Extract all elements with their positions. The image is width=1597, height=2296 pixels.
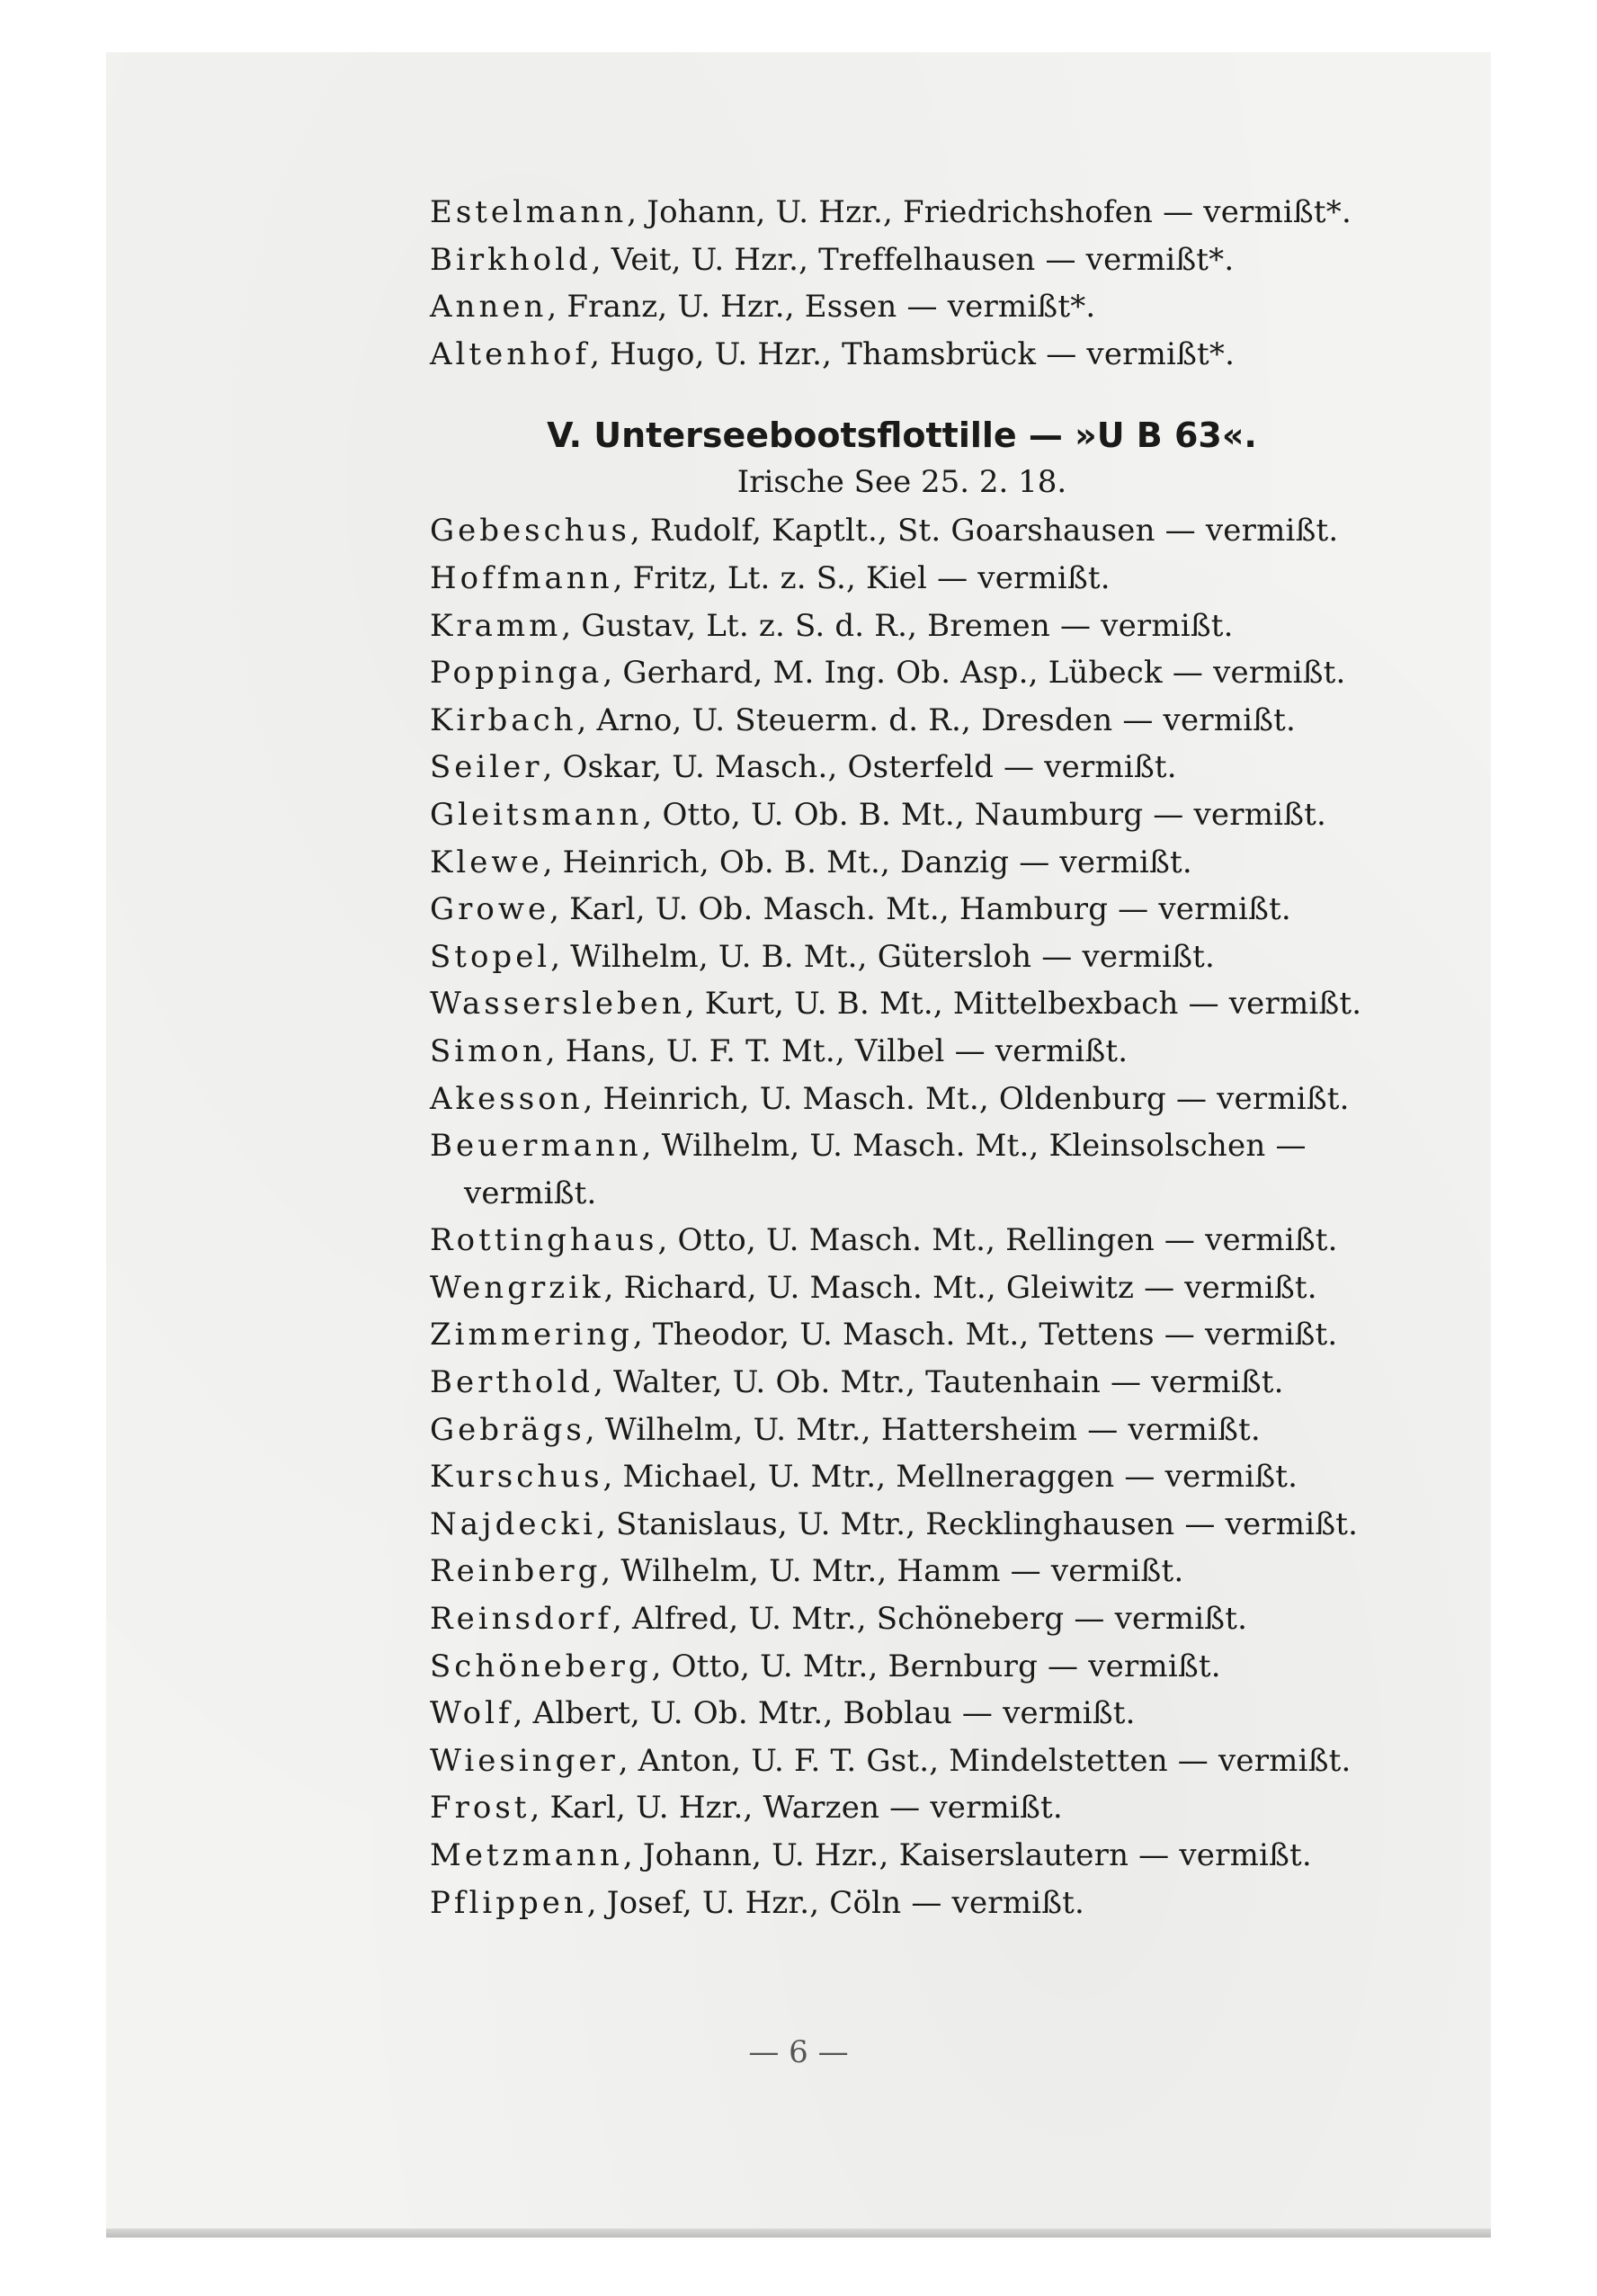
list-item: [430, 603, 1437, 650]
list-item: [430, 744, 1437, 791]
list-item: [430, 1028, 1437, 1076]
entry-details: , Karl, U. Hzr., Warzen — vermißt.: [530, 1790, 1063, 1827]
list-item: [430, 1548, 1437, 1595]
entry-details: , Veit, U. Hzr., Treffelhausen — vermißt*.: [591, 241, 1235, 278]
surname: Rottinghaus: [430, 1222, 658, 1259]
list-item: [430, 1643, 1437, 1691]
entry-details: , Karl, U. Ob. Masch. Mt., Hamburg — vermißt.: [549, 891, 1291, 928]
surname: Estelmann: [430, 194, 628, 230]
surname: Pflippen: [430, 1884, 587, 1921]
entry-details: , Anton, U. F. T. Gst., Mindelstetten — vermißt.: [618, 1742, 1352, 1779]
entry-details: , Gerhard, M. Ing. Ob. Asp., Lübeck — vermißt.: [602, 655, 1346, 692]
entry-details: , Oskar, U. Masch., Osterfeld — vermißt.: [542, 749, 1177, 786]
list-item: [430, 1690, 1437, 1738]
list-item: [430, 1076, 1437, 1123]
entry-details: , Theodor, U. Masch. Mt., Tettens — vermißt.: [632, 1317, 1338, 1353]
entry-details: , Kurt, U. B. Mt., Mittelbexbach — vermißt.: [684, 986, 1362, 1023]
surname: Stopel: [430, 938, 551, 975]
surname: Kirbach: [430, 701, 577, 738]
surname: Growe: [430, 891, 550, 928]
list-item: [430, 1784, 1437, 1832]
entry-details: , Otto, U. Masch. Mt., Rellingen — vermißt.: [657, 1222, 1338, 1259]
entry-details: , Josef, U. Hzr., Cöln — vermißt.: [586, 1884, 1085, 1921]
surname: Metzmann: [430, 1837, 623, 1873]
list-item: [430, 886, 1437, 934]
surname: Frost: [430, 1790, 531, 1827]
entry-details: , Michael, U. Mtr., Mellneraggen — vermißt.: [602, 1459, 1298, 1496]
entry-details: , Gustav, Lt. z. S. d. R., Bremen — vermißt.: [561, 607, 1234, 644]
entry-details: , Arno, U. Steuerm. d. R., Dresden — vermißt.: [576, 701, 1297, 738]
surname: Berthold: [430, 1364, 594, 1401]
list-item: [430, 1880, 1437, 1927]
top-entries: [430, 189, 1437, 378]
surname: Annen: [430, 289, 548, 326]
surname: Gebrägs: [430, 1411, 585, 1448]
surname: Wiesinger: [430, 1742, 619, 1779]
surname: Wassersleben: [430, 986, 685, 1023]
list-item: [430, 1501, 1437, 1549]
section-subheading: Irische See 25. 2. 18.: [736, 464, 1067, 501]
entry-details: , Rudolf, Kaptlt., St. Goarshausen — vermißt.: [629, 513, 1339, 549]
entry-details: , Johann, U. Hzr., Kaiserslautern — vermißt.: [622, 1837, 1312, 1873]
list-item: [430, 1264, 1437, 1312]
section-entries: [430, 507, 1437, 1926]
surname: Gebeschus: [430, 513, 630, 549]
surname: Reinberg: [430, 1553, 602, 1590]
entry-details: , Wilhelm, U. B. Mt., Gütersloh — vermißt.: [550, 938, 1215, 975]
entry-details: , Hugo, U. Hzr., Thamsbrück — vermißt*.: [590, 335, 1236, 372]
surname: Simon: [430, 1032, 546, 1069]
list-item: [430, 331, 1437, 379]
surname: Beuermann: [430, 1128, 642, 1165]
entry-details: , Wilhelm, U. Masch. Mt., Kleinsolschen —: [641, 1128, 1307, 1165]
surname: Kurschus: [430, 1459, 603, 1496]
surname: Hoffmann: [430, 559, 613, 596]
list-item: [430, 697, 1437, 745]
surname: Poppinga: [430, 655, 603, 692]
list-item: [430, 1453, 1437, 1501]
surname: Reinsdorf: [430, 1601, 613, 1638]
section-heading: V. Unterseebootsflottille — »U B 63«.: [547, 415, 1257, 456]
entry-details: , Albert, U. Ob. Mtr., Boblau — vermißt.: [513, 1695, 1136, 1732]
entry-continuation: vermißt.: [464, 1175, 597, 1211]
entry-details: , Stanislaus, U. Mtr., Recklinghausen — vermißt.: [595, 1505, 1359, 1542]
list-item: [430, 1359, 1437, 1407]
list-item: [430, 1311, 1437, 1359]
entry-details: , Franz, U. Hzr., Essen — vermißt*.: [547, 289, 1096, 326]
list-item: [430, 237, 1437, 284]
page-number: — 6 —: [748, 2034, 849, 2070]
entry-details: , Heinrich, U. Masch. Mt., Oldenburg — vermißt.: [583, 1080, 1350, 1117]
list-item: [430, 649, 1437, 697]
entry-details: , Walter, U. Ob. Mtr., Tautenhain — vermißt.: [593, 1364, 1284, 1401]
list-item: [430, 507, 1437, 555]
surname: Zimmering: [430, 1317, 633, 1353]
list-item: [430, 839, 1437, 887]
entry-details: , Hans, U. F. T. Mt., Vilbel — vermißt.: [545, 1032, 1129, 1069]
list-item: [430, 1595, 1437, 1643]
list-item: [430, 283, 1437, 331]
list-item: [430, 555, 1437, 603]
surname: Klewe: [430, 844, 543, 880]
surname: Wolf: [430, 1695, 513, 1732]
entry-details: , Alfred, U. Mtr., Schöneberg — vermißt.: [612, 1601, 1248, 1638]
surname: Akesson: [430, 1080, 584, 1117]
list-item: [430, 1122, 1437, 1170]
list-item: [430, 1738, 1437, 1785]
surname: Gleitsmann: [430, 796, 643, 833]
surname: Kramm: [430, 607, 562, 644]
entry-details: , Richard, U. Masch. Mt., Gleiwitz — vermißt.: [603, 1269, 1317, 1306]
list-item: [430, 934, 1437, 981]
casualty-list: [430, 189, 1437, 1926]
surname: Seiler: [430, 749, 543, 786]
surname: Najdecki: [430, 1505, 596, 1542]
entry-details: , Wilhelm, U. Mtr., Hattersheim — vermißt.: [584, 1411, 1261, 1448]
list-item: [430, 1832, 1437, 1880]
entry-details: , Heinrich, Ob. B. Mt., Danzig — vermißt.: [542, 844, 1192, 880]
list-item: [430, 189, 1437, 237]
entry-details: , Wilhelm, U. Mtr., Hamm — vermißt.: [601, 1553, 1184, 1590]
entry-details: , Fritz, Lt. z. S., Kiel — vermißt.: [612, 559, 1111, 596]
surname: Schöneberg: [430, 1648, 652, 1684]
entry-details: , Otto, U. Ob. B. Mt., Naumburg — vermißt.: [642, 796, 1326, 833]
entry-details: , Johann, U. Hzr., Friedrichshofen — vermißt*.: [627, 194, 1352, 230]
surname: Wengrzik: [430, 1269, 604, 1306]
list-item: [430, 1217, 1437, 1264]
list-item: [430, 791, 1437, 839]
list-item: [430, 1407, 1437, 1454]
surname: Birkhold: [430, 241, 592, 278]
list-item: [430, 980, 1437, 1028]
surname: Altenhof: [430, 335, 591, 372]
entry-details: , Otto, U. Mtr., Bernburg — vermißt.: [651, 1648, 1221, 1684]
